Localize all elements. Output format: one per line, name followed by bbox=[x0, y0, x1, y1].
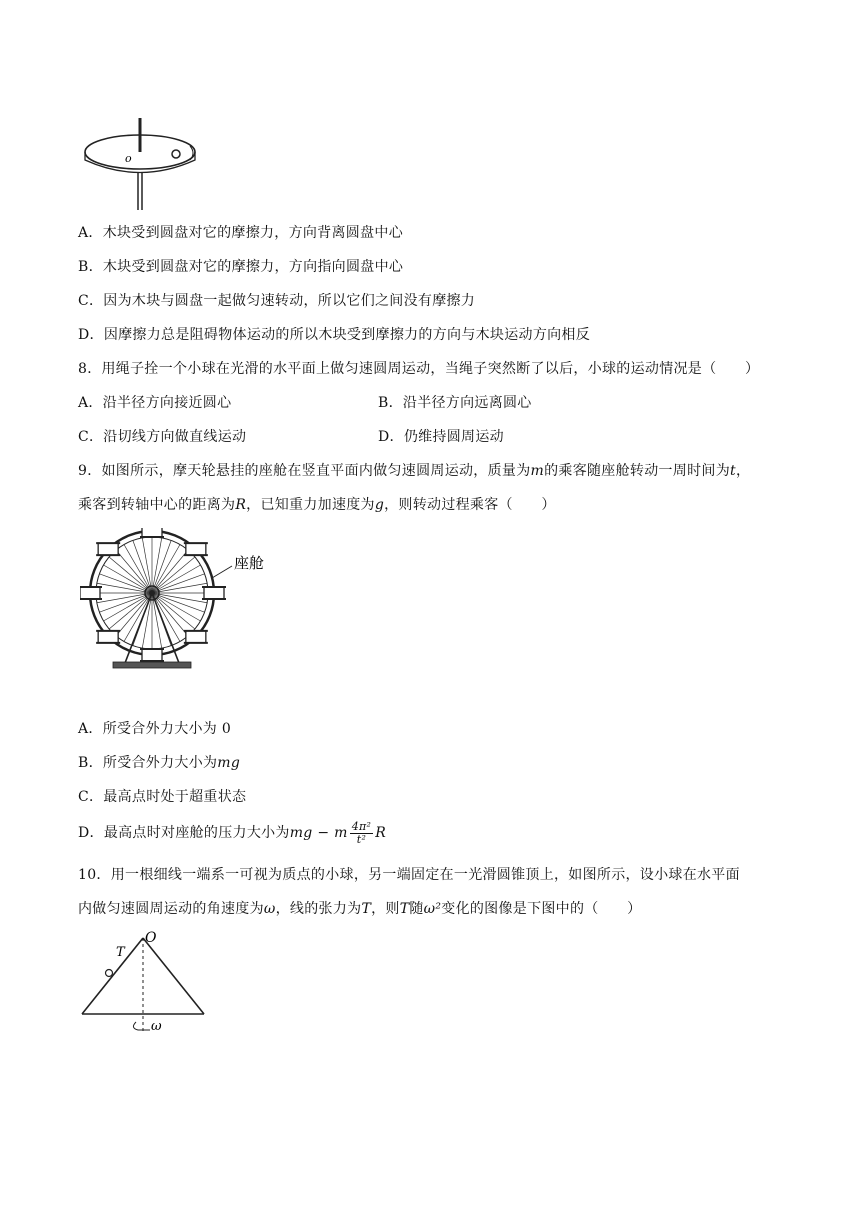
cabin bbox=[96, 543, 120, 555]
q7-option-a: A．木块受到圆盘对它的摩擦力，方向背离圆盘中心 bbox=[78, 225, 404, 241]
q10-stem-line2: 内做匀速圆周运动的角速度为ω，线的张力为T，则T随ω²变化的图像是下图中的（ ） bbox=[78, 901, 642, 917]
q9-option-d: D．最高点时对座舱的压力大小为mg − m $\frac{\text{4π²}}{\text{t²}}$ R bbox=[78, 819, 387, 846]
omega-label: ω bbox=[151, 1019, 162, 1034]
ferris-wheel-figure bbox=[80, 528, 300, 678]
q7-option-c: C．因为木块与圆盘一起做匀速转动，所以它们之间没有摩擦力 bbox=[78, 293, 476, 309]
cabin bbox=[184, 543, 208, 555]
cabin bbox=[140, 528, 164, 537]
q8-option-d: D．仍维持圆周运动 bbox=[378, 429, 504, 445]
q8-option-b: B．沿半径方向远离圆心 bbox=[378, 395, 532, 411]
q8-option-c: C．沿切线方向做直线运动 bbox=[78, 429, 247, 445]
apex-label: O bbox=[145, 930, 157, 946]
q7-option-d: D．因摩擦力总是阻碍物体运动的所以木块受到摩擦力的方向与木块运动方向相反 bbox=[78, 327, 591, 343]
q9-option-b: B．所受合外力大小为mg bbox=[78, 755, 241, 771]
cabin bbox=[202, 587, 226, 599]
cabin-label: 座舱 bbox=[234, 554, 265, 572]
disc-center-label: o bbox=[125, 152, 132, 165]
cabin bbox=[80, 587, 102, 599]
q9-stem-line2: 乘客到转轴中心的距离为R，已知重力加速度为g，则转动过程乘客（ ） bbox=[78, 497, 556, 513]
q7-option-b: B．木块受到圆盘对它的摩擦力，方向指向圆盘中心 bbox=[78, 259, 404, 275]
rotating-disc-figure bbox=[80, 110, 210, 215]
q9-option-c: C．最高点时处于超重状态 bbox=[78, 789, 247, 805]
fraction: $\frac{\text{4π²}}{\text{t²}}$ bbox=[351, 819, 372, 846]
cabin bbox=[184, 631, 208, 643]
q8-option-a: A．沿半径方向接近圆心 bbox=[78, 395, 232, 411]
tension-label: T bbox=[116, 945, 125, 960]
cabin bbox=[140, 649, 164, 661]
cone-figure bbox=[78, 928, 208, 1038]
q10-stem-line1: 10．用一根细线一端系一可视为质点的小球，另一端固定在一光滑圆锥顶上，如图所示，设小球在水平面 bbox=[78, 867, 740, 883]
cabin bbox=[96, 631, 120, 643]
q9-stem-line1: 9．如图所示，摩天轮悬挂的座舱在竖直平面内做匀速圆周运动，质量为m的乘客随座舱转动一周时间为t， bbox=[78, 463, 751, 479]
q9-option-a: A．所受合外力大小为 0 bbox=[78, 721, 232, 737]
q8-stem: 8．用绳子拴一个小球在光滑的水平面上做匀速圆周运动，当绳子突然断了以后，小球的运动情况是（ ） bbox=[78, 361, 760, 377]
